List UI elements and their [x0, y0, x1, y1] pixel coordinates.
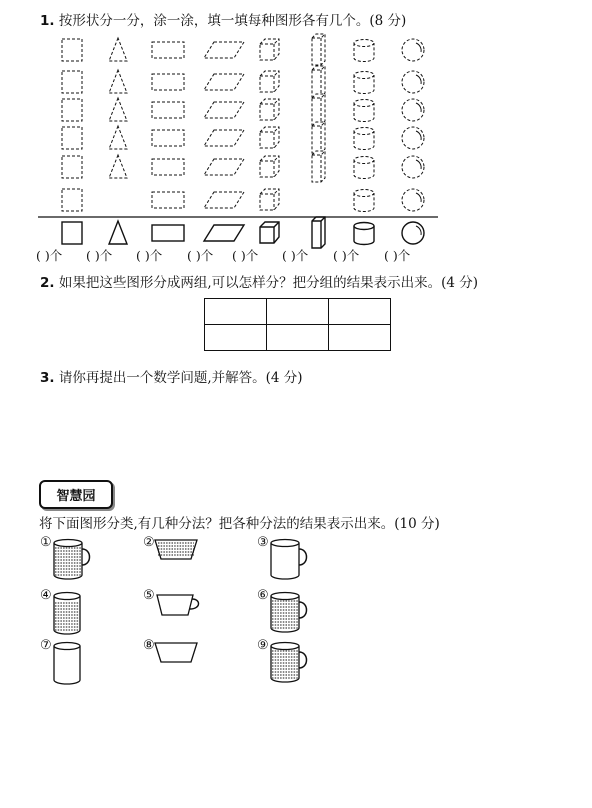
cube-outline[interactable]	[260, 189, 279, 210]
answer-blank-triangle[interactable]: ( )个	[86, 248, 113, 263]
cuboid-outline[interactable]	[312, 34, 325, 65]
square-icon	[62, 222, 82, 244]
triangle-outline[interactable]	[109, 38, 127, 61]
cup-number: ⑨	[257, 638, 269, 653]
cuboid-outline[interactable]	[312, 66, 325, 97]
rectangle-outline[interactable]	[152, 192, 184, 208]
cube-icon	[260, 222, 279, 243]
sphere-outline[interactable]	[402, 189, 424, 211]
rectangle-outline[interactable]	[152, 42, 184, 58]
square-outline[interactable]	[62, 99, 82, 121]
answer-blank-cube[interactable]: ( )个	[232, 248, 259, 263]
square-outline[interactable]	[62, 127, 82, 149]
cup-number: ④	[40, 588, 52, 603]
parallelogram-outline[interactable]	[204, 192, 244, 208]
cube-outline[interactable]	[260, 39, 279, 60]
triangle-outline[interactable]	[109, 98, 127, 121]
cuboid-outline[interactable]	[312, 94, 325, 125]
parallelogram-outline[interactable]	[204, 159, 244, 175]
cup-number: ⑧	[143, 638, 155, 653]
parallelogram-outline[interactable]	[204, 130, 244, 146]
answer-blank-cuboid[interactable]: ( )个	[282, 248, 309, 263]
triangle-icon	[109, 221, 127, 244]
sphere-outline[interactable]	[402, 156, 424, 178]
answer-blank-square[interactable]: ( )个	[36, 248, 63, 263]
sphere-icon	[402, 222, 424, 244]
cylinder-outline[interactable]	[354, 40, 374, 62]
rectangle-outline[interactable]	[152, 130, 184, 146]
question-3-number: 3.	[40, 370, 55, 386]
table-cell[interactable]	[329, 325, 391, 351]
question-4-text: 将下面图形分类,有几种分法？把各种分法的结果表示出来。(10 分)	[39, 516, 440, 532]
cup-number: ⑦	[40, 638, 52, 653]
grouping-table	[204, 298, 391, 351]
section-badge: 智慧园	[39, 480, 113, 509]
cuboid-icon	[312, 217, 325, 248]
cylinder-outline[interactable]	[354, 157, 374, 179]
parallelogram-outline[interactable]	[204, 42, 244, 58]
cup-number: ②	[143, 535, 155, 550]
table-cell[interactable]	[267, 325, 329, 351]
cup-number: ⑥	[257, 588, 269, 603]
triangle-outline[interactable]	[109, 155, 127, 178]
square-outline[interactable]	[62, 39, 82, 61]
rectangle-outline[interactable]	[152, 102, 184, 118]
question-3-text: 请你再提出一个数学问题,并解答。(4 分)	[58, 370, 303, 386]
question-2	[40, 271, 478, 291]
cube-outline[interactable]	[260, 71, 279, 92]
cylinder-outline[interactable]	[354, 72, 374, 94]
cylinder-outline[interactable]	[354, 190, 374, 212]
square-outline[interactable]	[62, 189, 82, 211]
cube-outline[interactable]	[260, 156, 279, 177]
rectangle-outline[interactable]	[152, 74, 184, 90]
sphere-outline[interactable]	[402, 99, 424, 121]
triangle-outline[interactable]	[109, 70, 127, 93]
parallelogram-icon	[204, 225, 244, 241]
answer-blank-sphere[interactable]: ( )个	[384, 248, 411, 263]
sphere-outline[interactable]	[402, 39, 424, 61]
cylinder-icon	[354, 223, 374, 245]
table-cell[interactable]	[267, 299, 329, 325]
answer-blank-cylinder[interactable]: ( )个	[333, 248, 360, 263]
square-outline[interactable]	[62, 156, 82, 178]
table-cell[interactable]	[329, 299, 391, 325]
question-1-number: 1.	[40, 13, 55, 29]
question-3	[40, 366, 303, 386]
cup-number: ①	[40, 535, 52, 550]
rectangle-outline[interactable]	[152, 159, 184, 175]
answer-blank-parallelogram[interactable]: ( )个	[187, 248, 214, 263]
cylinder-outline[interactable]	[354, 100, 374, 122]
table-cell[interactable]	[205, 325, 267, 351]
square-outline[interactable]	[62, 71, 82, 93]
parallelogram-outline[interactable]	[204, 74, 244, 90]
question-2-number: 2.	[40, 275, 55, 291]
triangle-outline[interactable]	[109, 126, 127, 149]
cylinder-outline[interactable]	[354, 128, 374, 150]
sphere-outline[interactable]	[402, 127, 424, 149]
cube-outline[interactable]	[260, 99, 279, 120]
cuboid-outline[interactable]	[312, 151, 325, 182]
cup-number: ③	[257, 535, 269, 550]
parallelogram-outline[interactable]	[204, 102, 244, 118]
rectangle-icon	[152, 225, 184, 241]
cube-outline[interactable]	[260, 127, 279, 148]
table-cell[interactable]	[205, 299, 267, 325]
answer-blank-rectangle[interactable]: ( )个	[136, 248, 163, 263]
question-2-text: 如果把这些图形分成两组,可以怎样分？把分组的结果表示出来。(4 分)	[58, 275, 479, 291]
cup-number: ⑤	[143, 588, 155, 603]
question-1-text: 按形状分一分，涂一涂，填一填每种图形各有几个。(8 分)	[58, 13, 407, 29]
sphere-outline[interactable]	[402, 71, 424, 93]
cuboid-outline[interactable]	[312, 122, 325, 153]
